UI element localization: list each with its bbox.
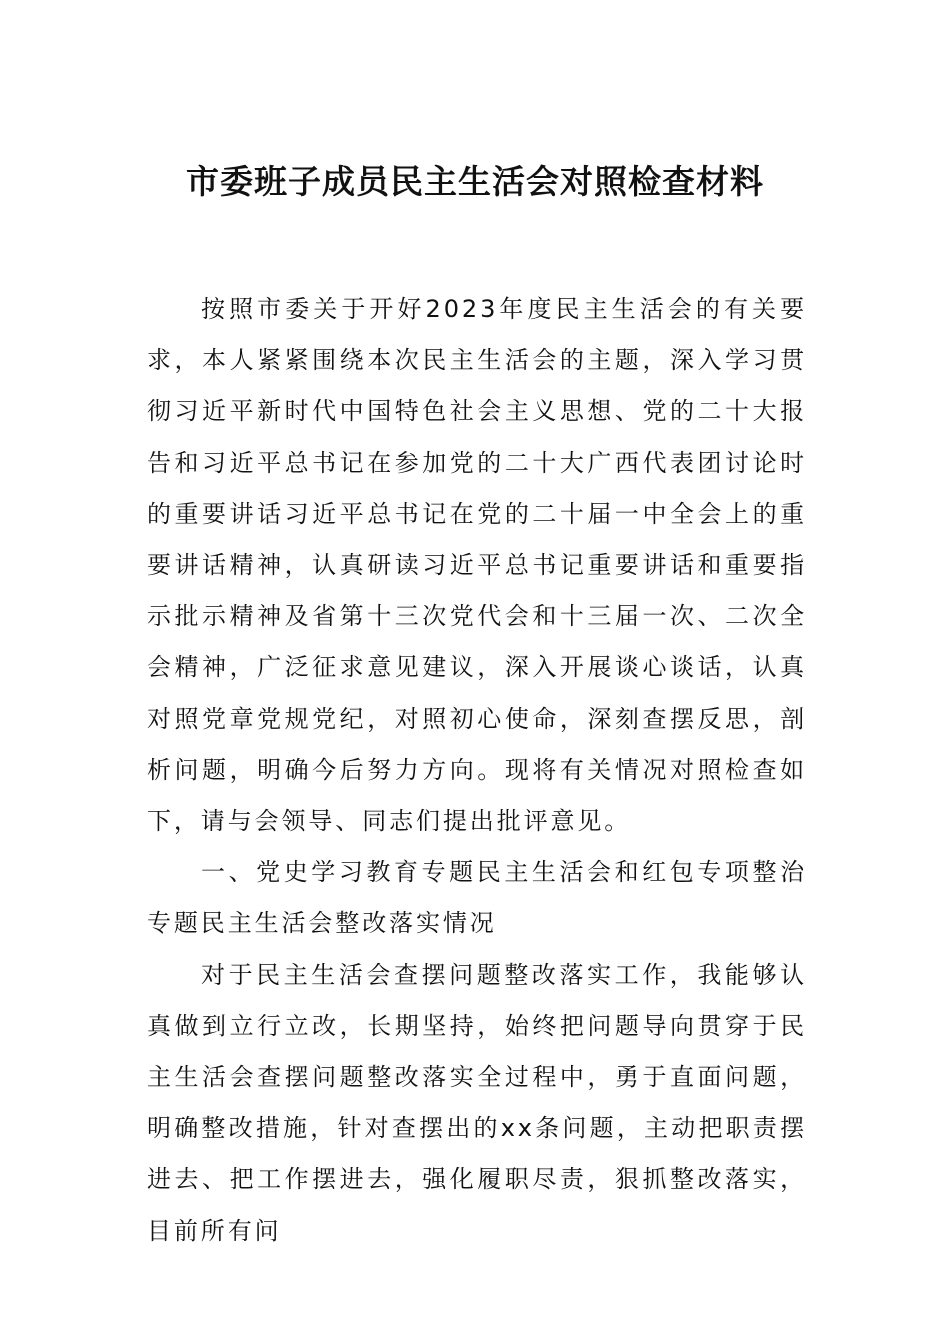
intro-paragraph: 按照市委关于开好2023年度民主生活会的有关要求，本人紧紧围绕本次民主生活会的主题，深入学习贯彻习近平新时代中国特色社会主义思想、党的二十大报告和习近平总书记在参加党的二十大广西代表团讨论时的重要讲话习近平总书记在党的二十届一中全会上的重要讲话精神，认真研读习近平总书记重要讲话和重要指示批示精神及省第十三次党代会和十三届一次、二次全会精神，广泛征求意见建议，深入开展谈心谈话，认真对照党章党规党纪，对照初心使命，深刻查摆反思，剖析问题，明确今后努力方向。现将有关情况对照检查如下，请与会领导、同志们提出批评意见。	[147, 295, 807, 836]
document-title: 市委班子成员民主生活会对照检查材料	[186, 162, 764, 201]
section-heading-1: 一、党史学习教育专题民主生活会和红包专项整治专题民主生活会整改落实情况	[147, 858, 807, 938]
document-body	[147, 284, 807, 1257]
section-1-paragraph: 对于民主生活会查摆问题整改落实工作，我能够认真做到立行立改，长期坚持，始终把问题导向贯穿于民主生活会查摆问题整改落实全过程中，勇于直面问题，明确整改措施，针对查摆出的xx条问题，主动把职责摆进去、把工作摆进去，强化履职尽责，狠抓整改落实，目前所有问	[147, 960, 807, 1245]
